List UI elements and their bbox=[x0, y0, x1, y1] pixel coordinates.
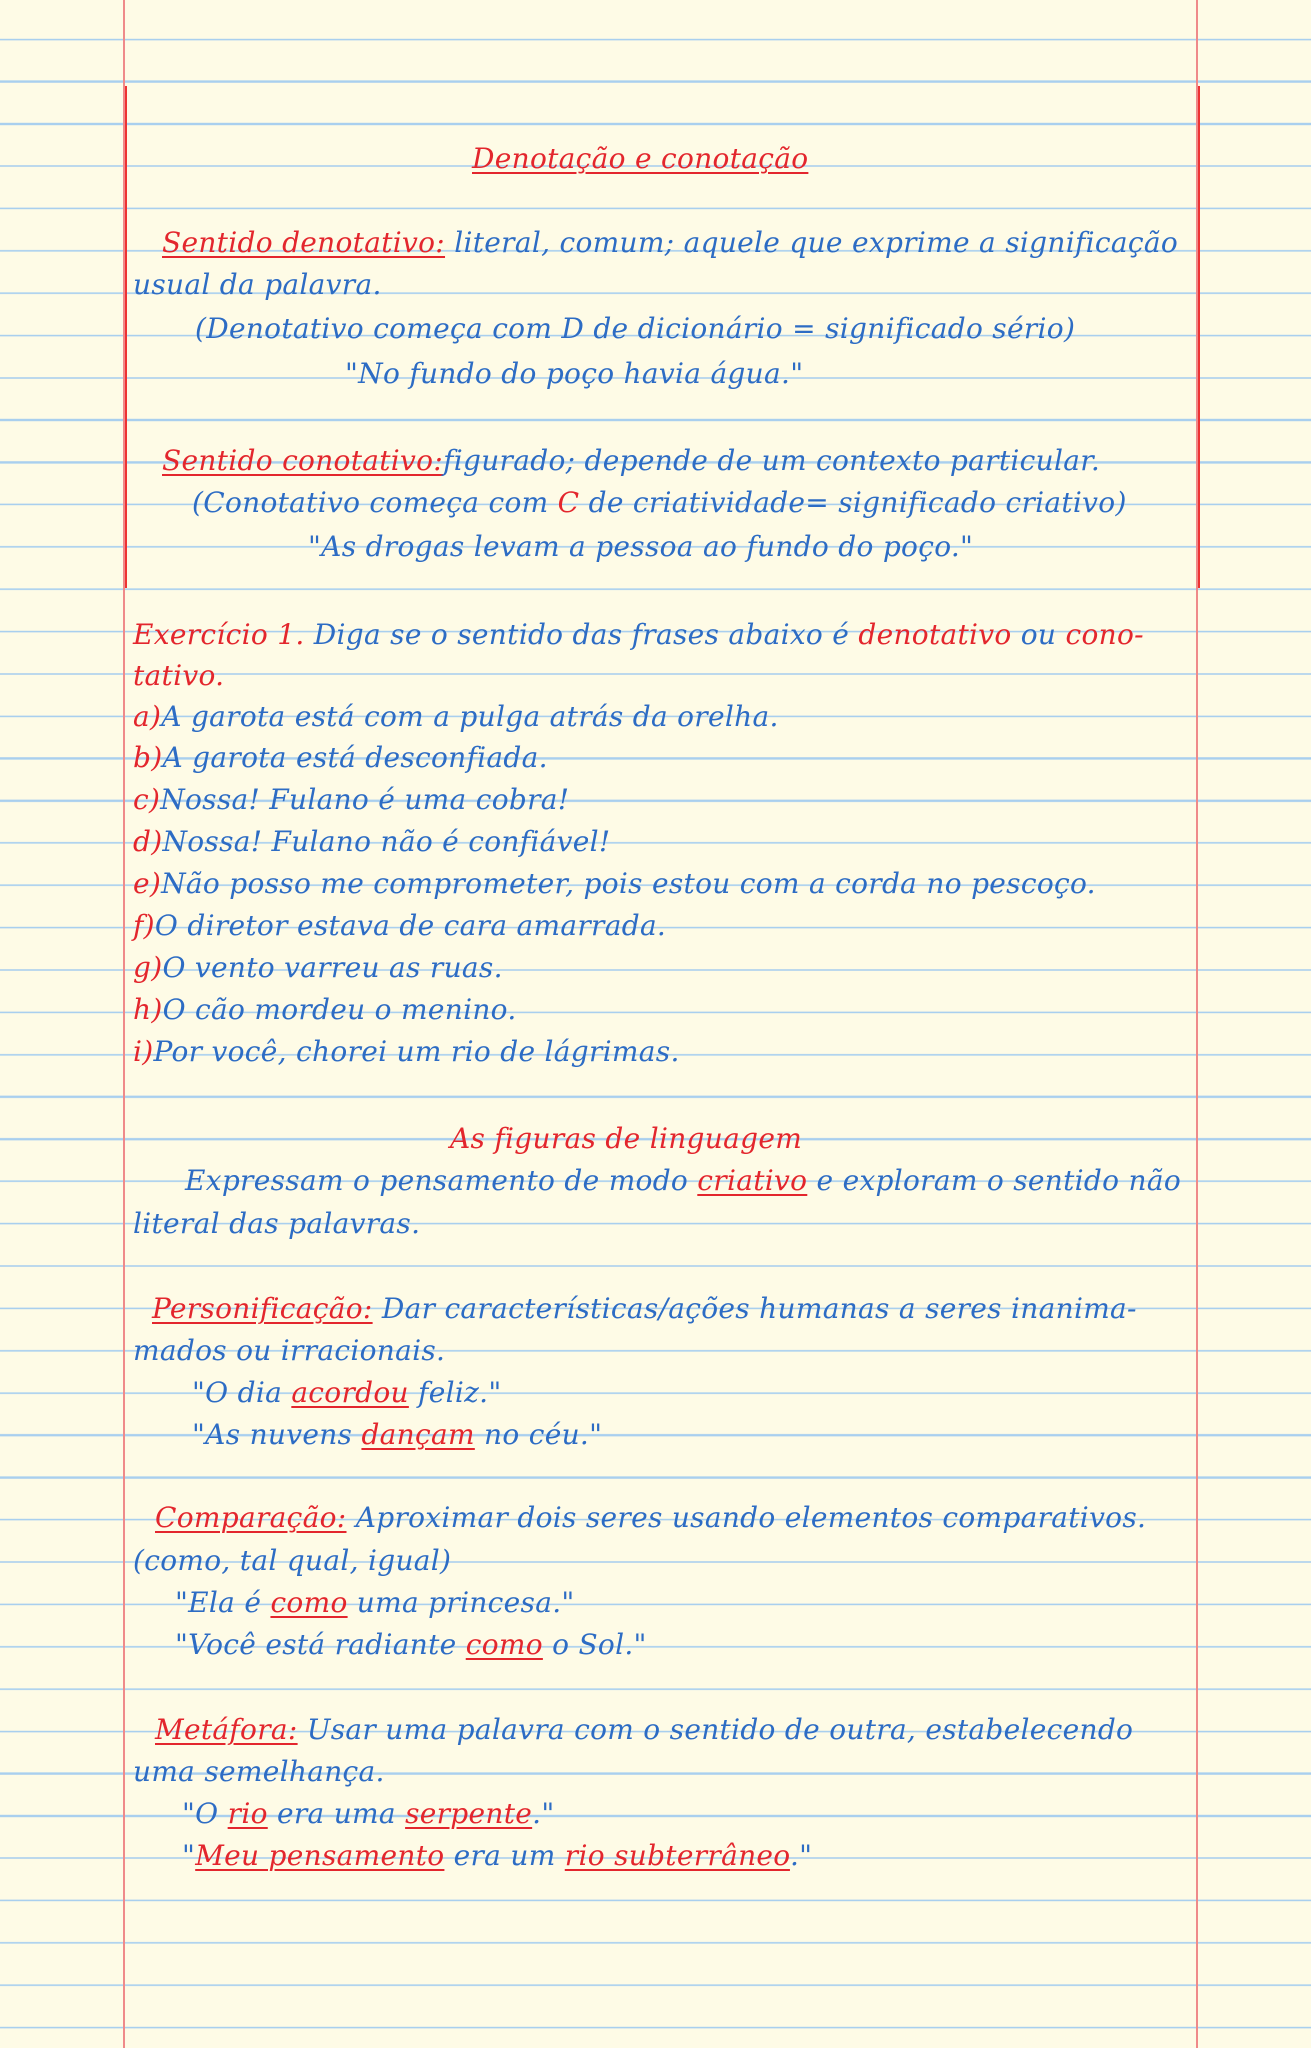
example-highlight: como bbox=[465, 1628, 543, 1661]
example-text: era um bbox=[444, 1839, 565, 1872]
example-text: feliz." bbox=[408, 1376, 502, 1409]
example-highlight: Meu pensamento bbox=[195, 1839, 445, 1872]
figuras-intro-red: criativo bbox=[697, 1164, 808, 1197]
example-highlight: como bbox=[270, 1586, 348, 1619]
figuras-intro-line1 bbox=[185, 1164, 1181, 1198]
example-text: ." bbox=[789, 1839, 813, 1872]
exercise-instr-b: ou bbox=[1011, 618, 1066, 651]
example-text: "Ela é bbox=[175, 1586, 271, 1619]
metafora-def-text: Usar uma palavra com o sentido de outra, estabelecendo bbox=[297, 1713, 1134, 1746]
exercise-item bbox=[133, 867, 1096, 901]
metafora-definition-line1 bbox=[155, 1713, 1133, 1747]
example-text: no céu." bbox=[474, 1418, 603, 1451]
conotativo-term: Sentido conotativo: bbox=[162, 444, 444, 477]
figuras-intro-line2: literal das palavras. bbox=[133, 1207, 421, 1240]
metafora-term: Metáfora: bbox=[155, 1713, 298, 1746]
exercise-item-letter: b) bbox=[133, 741, 163, 774]
conotativo-mnemonic-letter: C bbox=[557, 486, 580, 519]
exercise-item-letter: e) bbox=[133, 867, 162, 900]
example-text: "O bbox=[182, 1797, 228, 1830]
example-text: era uma bbox=[267, 1797, 406, 1830]
exercise-item-letter: c) bbox=[133, 783, 161, 816]
exercise-item-text: Nossa! Fulano não é confiável! bbox=[162, 825, 611, 858]
personificacao-example bbox=[192, 1376, 502, 1410]
exercise-item-text: O diretor estava de cara amarrada. bbox=[154, 909, 667, 942]
denotativo-term: Sentido denotativo: bbox=[162, 226, 446, 259]
exercise-item-text: Por você, chorei um rio de lágrimas. bbox=[153, 1035, 680, 1068]
exercise-label: Exercício 1. bbox=[133, 618, 305, 651]
exercise-word-denotativo: denotativo bbox=[858, 618, 1012, 651]
example-highlight: rio bbox=[227, 1797, 268, 1830]
conotativo-mnemonic-b: de criatividade= significado criativo) bbox=[579, 486, 1127, 519]
exercise-item bbox=[133, 993, 517, 1027]
exercise-item-text: Não posso me comprometer, pois estou com a corda no pescoço. bbox=[161, 867, 1096, 900]
exercise-item bbox=[133, 825, 610, 859]
exercise-item bbox=[133, 741, 548, 775]
conotativo-definition-line1 bbox=[162, 444, 1100, 478]
example-text: " bbox=[182, 1839, 196, 1872]
denotativo-example: "No fundo do poço havia água." bbox=[345, 357, 804, 390]
box-left-line bbox=[125, 86, 127, 588]
figuras-intro-b: e exploram o sentido não bbox=[807, 1164, 1181, 1197]
personificacao-definition-line1 bbox=[152, 1292, 1137, 1326]
exercise-item bbox=[133, 951, 503, 985]
comparacao-term: Comparação: bbox=[155, 1501, 347, 1534]
exercise-item-letter: i) bbox=[133, 1035, 154, 1068]
exercise-item bbox=[133, 783, 569, 817]
metafora-example bbox=[182, 1839, 812, 1873]
example-highlight: serpente bbox=[405, 1797, 533, 1830]
exercise-instr-a: Diga se o sentido das frases abaixo é bbox=[304, 618, 859, 651]
exercise-item-letter: f) bbox=[133, 909, 155, 942]
exercise-item-text: O cão mordeu o menino. bbox=[162, 993, 517, 1026]
exercise-item-text: O vento varreu as ruas. bbox=[162, 951, 503, 984]
exercise-item-letter: d) bbox=[133, 825, 163, 858]
metafora-definition-line2: uma semelhança. bbox=[133, 1755, 385, 1788]
conotativo-mnemonic bbox=[192, 486, 1127, 520]
denotativo-definition-line2: usual da palavra. bbox=[133, 268, 382, 301]
exercise-item-text: A garota está com a pulga atrás da orelha. bbox=[161, 700, 779, 733]
example-text: "As nuvens bbox=[192, 1418, 362, 1451]
example-text: uma princesa." bbox=[347, 1586, 575, 1619]
exercise-item-text: Nossa! Fulano é uma cobra! bbox=[160, 783, 570, 816]
comparacao-definition-line2: (como, tal qual, igual) bbox=[133, 1544, 452, 1577]
exercise-item bbox=[133, 1035, 680, 1069]
conotativo-mnemonic-a: (Conotativo começa com bbox=[192, 486, 558, 519]
metafora-example bbox=[182, 1797, 555, 1831]
example-text: "Você está radiante bbox=[175, 1628, 466, 1661]
figuras-intro-a: Expressam o pensamento de modo bbox=[185, 1164, 698, 1197]
conotativo-def-text: figurado; depende de um contexto particular. bbox=[443, 444, 1101, 477]
example-text: ." bbox=[532, 1797, 555, 1830]
exercise-item-letter: h) bbox=[133, 993, 163, 1026]
conotativo-example: "As drogas levam a pessoa ao fundo do poço." bbox=[308, 530, 974, 563]
example-text: "O dia bbox=[192, 1376, 292, 1409]
denotativo-definition-line1 bbox=[162, 226, 1178, 260]
exercise-word-cono: cono- bbox=[1065, 618, 1144, 651]
personificacao-example bbox=[192, 1418, 602, 1452]
comparacao-def-text: Aproximar dois seres usando elementos comparativos. bbox=[346, 1501, 1147, 1534]
comparacao-example bbox=[175, 1586, 575, 1620]
comparacao-definition-line1 bbox=[155, 1501, 1146, 1535]
exercise-instruction-line1 bbox=[133, 618, 1144, 652]
denotativo-def-text: literal, comum; aquele que exprime a significação bbox=[445, 226, 1178, 259]
example-highlight: acordou bbox=[291, 1376, 409, 1409]
section-title-denotacao: Denotação e conotação bbox=[472, 142, 809, 175]
personificacao-def-text: Dar características/ações humanas a seres inanima- bbox=[372, 1292, 1137, 1325]
personificacao-term: Personificação: bbox=[152, 1292, 373, 1325]
exercise-item-text: A garota está desconfiada. bbox=[162, 741, 548, 774]
exercise-item-letter: a) bbox=[133, 700, 162, 733]
example-text: o Sol." bbox=[542, 1628, 647, 1661]
exercise-item-letter: g) bbox=[133, 951, 163, 984]
comparacao-example bbox=[175, 1628, 647, 1662]
example-highlight: rio subterrâneo bbox=[564, 1839, 790, 1872]
denotativo-mnemonic: (Denotativo começa com D de dicionário = significado sério) bbox=[195, 312, 1076, 345]
section-title-figuras: As figuras de linguagem bbox=[450, 1122, 803, 1155]
exercise-item bbox=[133, 909, 666, 943]
example-highlight: dançam bbox=[361, 1418, 475, 1451]
personificacao-definition-line2: mados ou irracionais. bbox=[133, 1334, 446, 1367]
exercise-instruction-line2: tativo. bbox=[133, 659, 225, 692]
box-right-line bbox=[1198, 86, 1200, 588]
exercise-item bbox=[133, 700, 779, 734]
